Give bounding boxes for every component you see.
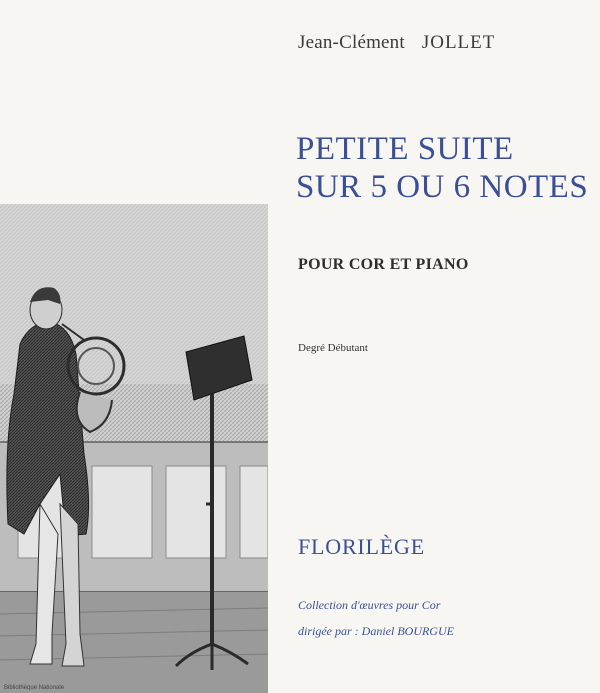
collection-line1: Collection d'œuvres pour Cor <box>298 598 441 612</box>
difficulty-level: Degré Débutant <box>298 342 368 354</box>
series-name: FLORILÈGE <box>298 534 425 559</box>
work-title <box>296 130 588 206</box>
instrumentation: POUR COR ET PIANO <box>298 256 469 273</box>
work-title-line2: SUR 5 OU 6 NOTES <box>296 169 589 205</box>
illustration-credit: Bibliothèque Nationale <box>4 685 65 691</box>
composer-name <box>298 32 495 54</box>
collection-line2: dirigée par : Daniel BOURGUE <box>298 624 454 638</box>
work-title-line1: PETITE SUITE <box>296 131 514 167</box>
hornist-lithograph <box>0 204 268 693</box>
composer-first-name: Jean-Clément <box>298 32 405 53</box>
collection-info <box>298 592 454 644</box>
composer-last-name: JOLLET <box>421 32 496 53</box>
hornist-illustration <box>0 204 268 693</box>
